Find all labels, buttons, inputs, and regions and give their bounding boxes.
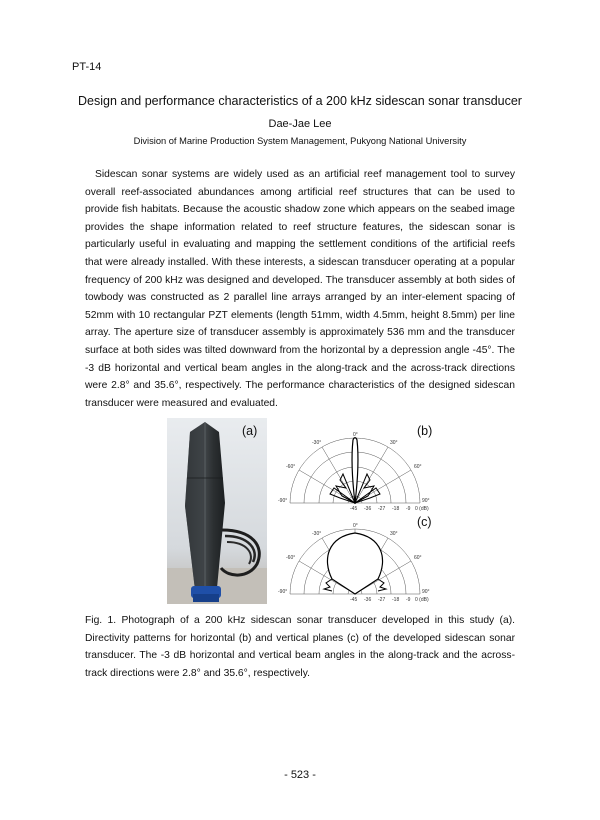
label-minus-90: -90° [278,589,288,595]
label-60: 60° [414,555,422,561]
page-number: - 523 - [284,769,316,781]
panel-label-a: (a) [242,424,258,438]
figure-caption: Fig. 1. Photograph of a 200 kHz sidescan sonar transducer developed in this study (a). Directivity patterns for horizontal (b) and vertical planes (c) of the developed sidescan sonar transducer. The -3 dB horizontal and vertical beam angles in the along-track and the across-track directions were 2.8° and 35.6°, respectively. [85,615,515,679]
directivity-patterns [270,418,440,608]
author-affiliation: Division of Marine Production System Management, Pukyong National University [133,136,467,146]
paper-title: Design and performance characteristics of a 200 kHz sidescan sonar transducer [78,94,522,108]
db-minus-36: -36 [364,597,372,603]
label-60: 60° [414,464,422,470]
author-name: Dae-Jae Lee [268,118,332,130]
vertical-pattern [290,529,420,594]
label-minus-90: -90° [278,498,288,504]
label-0: 0° [353,523,358,529]
label-minus-30: -30° [312,440,322,446]
db-minus-18: -18 [392,597,400,603]
db-minus-36: -36 [364,506,372,512]
db-0: 0 (dB) [415,506,429,512]
abstract-text: Sidescan sonar systems are widely used as an artificial reef management tool to survey overall reef-associated abundances among artificial reef structures that can be used to provide fish habitats. Because the acoustic shadow zone which appears on the seabed image provides the shape information related to reef structure features, the sidescan sonar is particularly useful in evaluating and mapping the settlement conditions of the artificial reefs that were already installed. With these interests, a sidescan transducer operating at a popular frequency of 200 kHz was designed and developed. The transducer assembly at both sides of towbody was constructed as 2 parallel line arrays arranged by an inter-element spacing of 52mm with 10 rectangular PZT elements (length 51mm, width 4.5mm, height 8.5mm) per line array. The aperture size of transducer assembly is approximately 536 mm and the transducer surface at both sides was tilted downward from the horizontal by a depression angle -45°. The -3 dB horizontal and vertical beam angles in the along-track and the across-track directions were 2.8° and 35.6°, respectively. The performance characteristics of the designed sidescan transducer were measured and evaluated. [85,169,515,409]
label-90: 90° [422,498,430,504]
db-minus-27: -27 [378,597,386,603]
db-minus-9: -9 [406,506,411,512]
label-30: 30° [390,440,398,446]
label-90: 90° [422,589,430,595]
transducer-photo [167,418,267,604]
panel-label-b: (b) [417,424,433,438]
session-code: PT-14 [72,61,102,73]
db-minus-45: -45 [350,506,358,512]
label-0: 0° [353,432,358,438]
db-minus-9: -9 [406,597,411,603]
panel-label-c: (c) [417,515,432,529]
db-minus-27: -27 [378,506,386,512]
label-minus-60: -60° [286,555,296,561]
db-0: 0 (dB) [415,597,429,603]
label-30: 30° [390,531,398,537]
label-minus-60: -60° [286,464,296,470]
horizontal-pattern [290,438,420,503]
label-minus-30: -30° [312,531,322,537]
db-minus-18: -18 [392,506,400,512]
db-minus-45: -45 [350,597,358,603]
